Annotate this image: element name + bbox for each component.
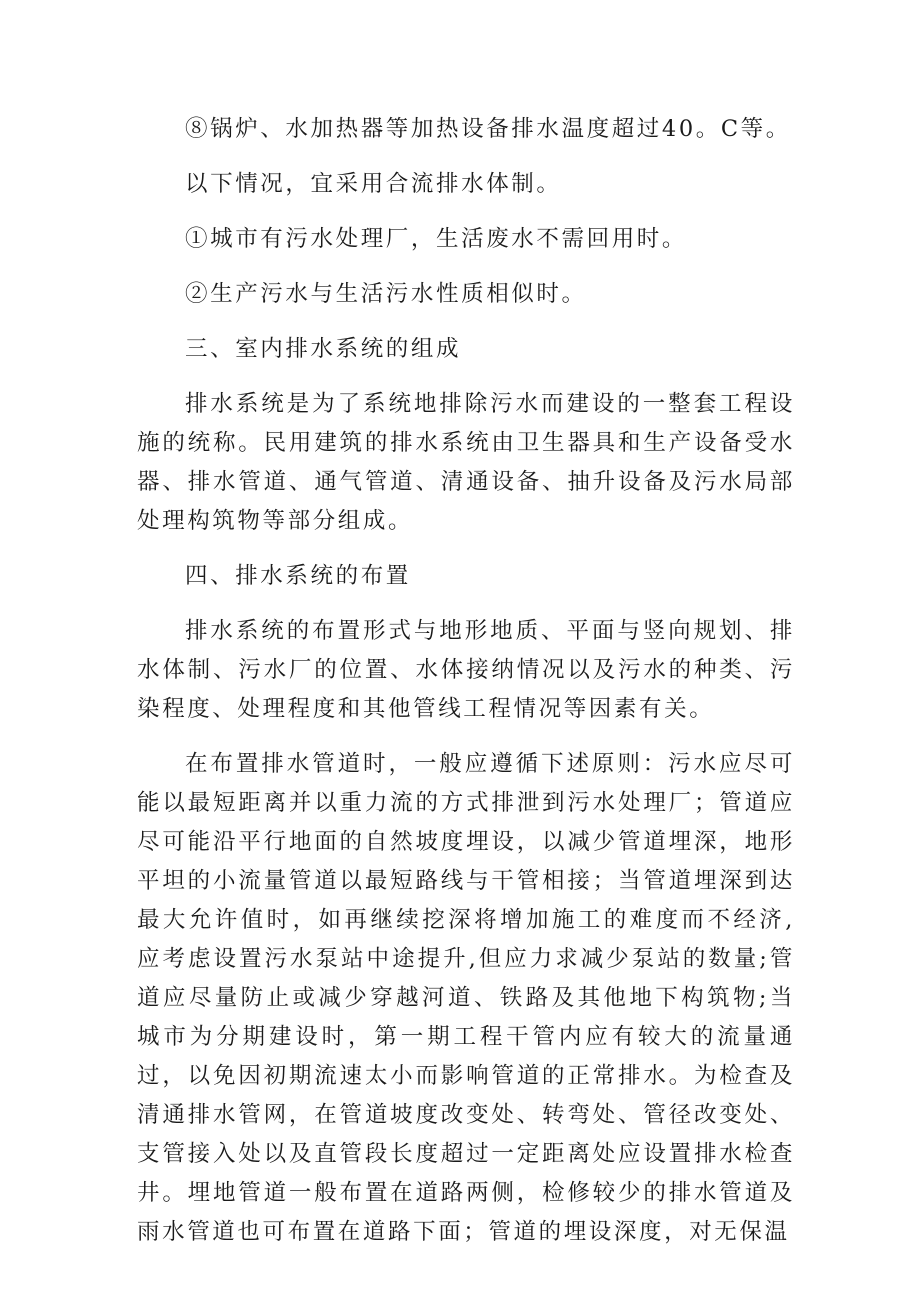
paragraph-layout-factors: 排水系统的布置形式与地形地质、平面与竖向规划、排水体制、污水厂的位置、水体接纳情况以及污水的种类、污染程度、处理程度和其他管线工程情况等因素有关。 bbox=[137, 618, 795, 722]
document-page bbox=[137, 110, 795, 1268]
paragraph-condition-1: ①城市有污水处理厂，生活废水不需回用时。 bbox=[185, 226, 688, 252]
paragraph-layout-principles: 在布置排水管道时，一般应遵循下述原则：污水应尽可能以最短距离并以重力流的方式排泄到污水处理厂；管道应尽可能沿平行地面的自然坡度埋设，以减少管道埋深，地形平坦的小流量管道以最短路线与干管相接；当管道埋深到达最大允许值时，如再继续挖深将增加施工的难度而不经济,应考虑设置污水泵站中途提升,但应力求减少泵站的数量;管道应尽量防止或减少穿越河道、铁路及其他地下构筑物;当城市为分期建设时，第一期工程干管内应有较大的流量通过，以免因初期流速太小而影响管道的正常排水。为检查及清通排水管网，在管道坡度改变处、转弯处、管径改变处、支管接入处以及直管段长度超过一定距离处应设置排水检查井。埋地管道一般布置在道路两侧，检修较少的排水管道及雨水管道也可布置在道路下面；管道的埋设深度，对无保温 bbox=[137, 751, 795, 1245]
paragraph-combined-system-intro: 以下情况，宜采用合流排水体制。 bbox=[185, 171, 562, 197]
paragraph-condition-2: ②生产污水与生活污水性质相似时。 bbox=[185, 281, 587, 307]
paragraph-system-composition: 排水系统是为了系统地排除污水而建设的一整套工程设施的统称。民用建筑的排水系统由卫生器具和生产设备受水器、排水管道、通气管道、清通设备、抽升设备及污水局部处理构筑物等部分组成。 bbox=[137, 391, 795, 534]
section-heading-3: 三、室内排水系统的组成 bbox=[185, 336, 462, 362]
section-heading-4: 四、排水系统的布置 bbox=[185, 563, 411, 589]
paragraph-heating-equipment: ⑧锅炉、水加热器等加热设备排水温度超过40。C等。 bbox=[185, 116, 791, 142]
